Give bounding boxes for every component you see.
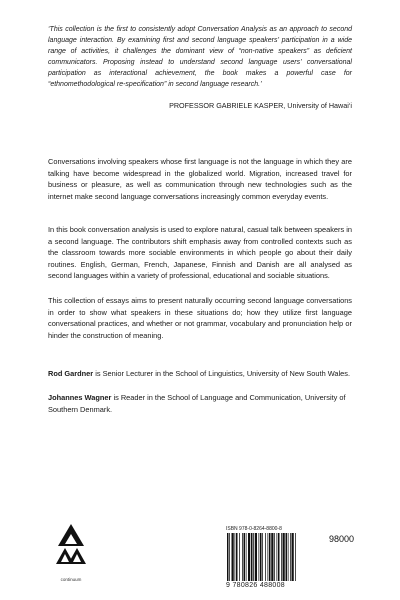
description-paragraph-1: Conversations involving speakers whose first language is not the language in which they are talking have become widespread in the globalized world. Migration, increased travel for business or pleasure, as well as communication through new technologies such as the internet make second language conversations increasingly common everyday events. [48, 157, 352, 201]
barcode-bar [274, 533, 275, 581]
barcode-bar [268, 533, 269, 581]
barcode-bar [262, 533, 263, 581]
barcode-bar [242, 533, 243, 581]
barcode-bar [236, 533, 238, 581]
barcode-bar [248, 533, 250, 581]
author-bio-text: is Reader in the School of Language and Communication, University of Southern Denmark. [48, 393, 346, 414]
author-name: Johannes Wagner [48, 393, 112, 402]
description-paragraph-3: This collection of essays aims to present naturally occurring second language conversations in order to show what speakers in these situations do; how they utilize first language conversational practices, and whether or not grammar, vocabulary and pronunciation help or hinder the construction of meaning. [48, 296, 352, 340]
isbn-text: ISBN 978-0-8264-8800-8 [226, 526, 282, 532]
barcode-bar [244, 533, 246, 581]
description-paragraph-2: In this book conversation analysis is used to explore natural, casual talk between speakers in a second language. The contributors shift emphasis away from controlled contexts such as the classroom towards more sociable environments in which people go about their daily routines. English, German, French, Japanese, Finnish and Danish are all analysed as second languages within a variety of professional, educational and sociable situations. [48, 225, 353, 281]
barcode-bar [232, 533, 234, 581]
barcode-bar [246, 533, 247, 581]
barcode-bar [260, 533, 262, 581]
barcode-digits: 9 780826 488008 [226, 582, 285, 589]
barcode-bar [277, 533, 278, 581]
price-code: 98000 [328, 534, 354, 544]
barcode-bar [259, 533, 260, 581]
barcode-bar [235, 533, 236, 581]
barcode-bar [229, 533, 230, 581]
blurb-attribution: PROFESSOR GABRIELE KASPER, University of Hawai‘i [169, 101, 352, 110]
barcode-icon [226, 533, 322, 583]
barcode-bar [292, 533, 294, 581]
barcode-bar [239, 533, 240, 581]
author-bio-text: is Senior Lecturer in the School of Linguistics, University of New South Wales. [93, 369, 351, 378]
author-name: Rod Gardner [48, 369, 94, 378]
barcode-bar [286, 533, 288, 581]
barcode-bar [253, 533, 254, 581]
barcode-area [226, 526, 356, 592]
author-bio-2 [48, 392, 352, 415]
author-bio-1 [48, 368, 352, 380]
barcode-bar [281, 533, 282, 581]
barcode-bar [251, 533, 253, 581]
continuum-logo-icon [54, 520, 88, 576]
barcode-bar [255, 533, 257, 581]
blurb-quote: ‘This collection is the first to consistently adopt Conversation Analysis as an approach to second language interaction. By examining first and second language speakers’ participation in a wide range of activities, it challenges the dominant view of “non-native speakers” as deficient communicators. Proposing instead to understand second language users’ conversational participation as interactional achievement, the book makes a powerful case for “ethnomethodological re-specification” in second language research.’ [48, 26, 352, 88]
barcode-bar [227, 533, 229, 581]
barcode-bar [265, 533, 266, 581]
barcode-bar [295, 533, 296, 581]
barcode-bar [269, 533, 271, 581]
barcode-bar [278, 533, 280, 581]
barcode-bar [288, 533, 289, 581]
barcode-bar [283, 533, 285, 581]
barcode-bar [271, 533, 273, 581]
publisher-name: continuum [60, 577, 82, 582]
barcode-bar [290, 533, 291, 581]
